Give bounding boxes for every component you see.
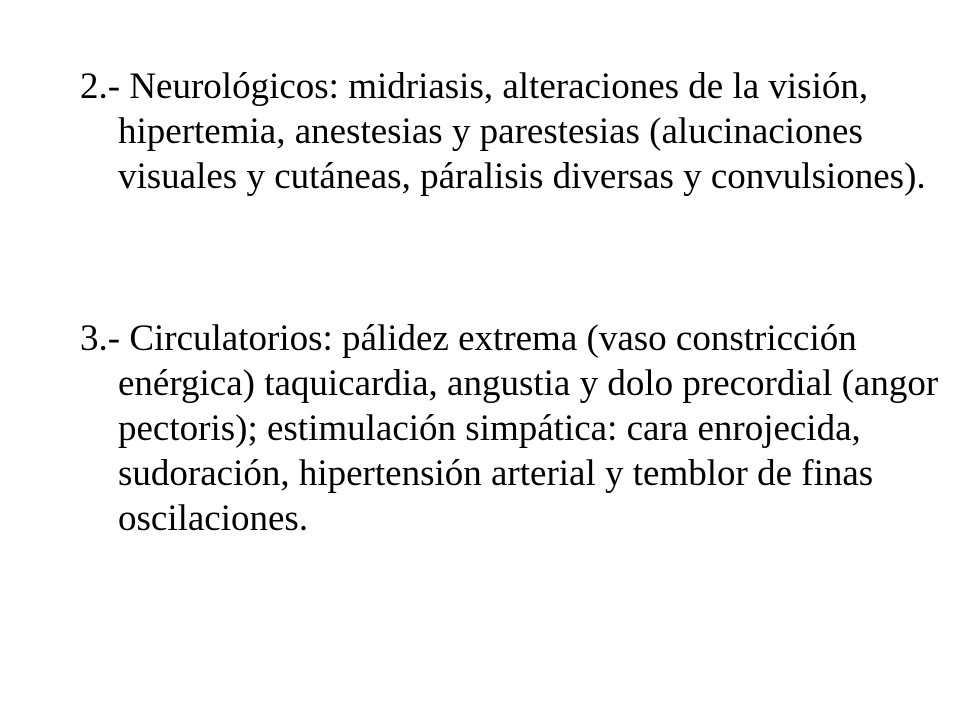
paragraph-neurologicos: 2.- Neurológicos: midriasis, alteraciones de la visión, hipertemia, anestesias y parestesias (alucinaciones visuales y cutáneas, páralisis diversas y convulsiones). (80, 66, 926, 197)
paragraph-circulatorios: 3.- Circulatorios: pálidez extrema (vaso constricción enérgica) taquicardia, angustia y dolo precordial (angor pectoris); estimulación simpática: cara enrojecida, sudoración, hipertensión arterial y temblor de finas oscilaciones. (80, 318, 939, 539)
